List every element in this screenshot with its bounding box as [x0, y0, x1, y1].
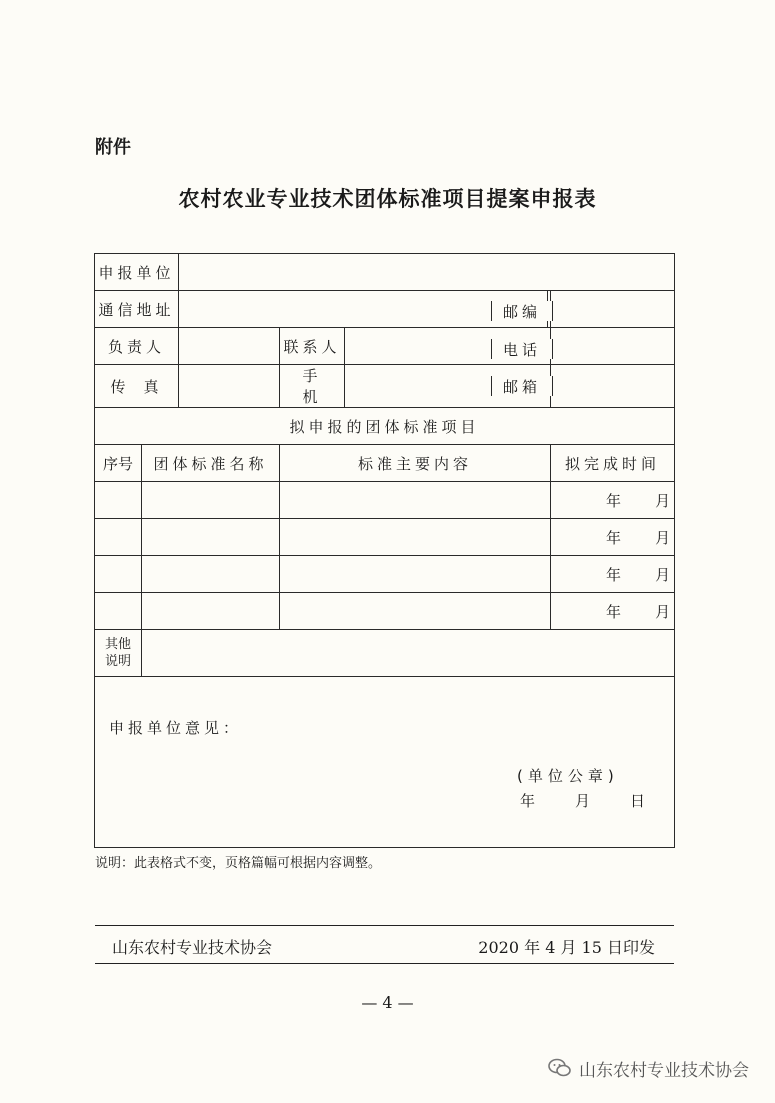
application-form-table — [94, 253, 675, 848]
content-cell[interactable] — [280, 482, 551, 519]
other-label-line1: 其他 — [104, 637, 131, 652]
form-row-section-title — [95, 408, 675, 445]
phone-field[interactable] — [551, 328, 675, 365]
form-title: 农村农业专业技术团体标准项目提案申报表 — [178, 187, 597, 211]
sign-year: 年 — [520, 792, 536, 810]
month-label: 月 — [655, 602, 671, 621]
table-row — [95, 556, 675, 593]
form-row-opinion — [95, 677, 675, 848]
table-row — [95, 593, 675, 630]
unit-label: 申报单位 — [95, 254, 179, 291]
time-cell[interactable] — [551, 593, 675, 630]
other-field[interactable] — [142, 630, 675, 677]
index-cell[interactable] — [95, 556, 142, 593]
fax-field[interactable] — [179, 365, 280, 408]
attachment-label: 附件 — [95, 137, 131, 158]
form-row-unit — [95, 254, 675, 291]
address-label: 通信地址 — [95, 291, 179, 328]
watermark-text: 山东农村专业技术协会 — [579, 1060, 749, 1081]
leader-field[interactable] — [179, 328, 280, 365]
fax-label: 传真 — [95, 365, 179, 408]
name-cell[interactable] — [142, 482, 280, 519]
unit-field[interactable] — [179, 254, 675, 291]
content-cell[interactable] — [280, 519, 551, 556]
form-row-fax — [95, 365, 675, 408]
email-field[interactable] — [551, 365, 675, 408]
opinion-label: 申报单位意见： — [109, 719, 243, 737]
contact-label: 联系人 — [280, 328, 345, 365]
content-cell[interactable] — [280, 556, 551, 593]
form-row-other — [95, 630, 675, 677]
postcode-label: 邮编 — [491, 301, 553, 321]
index-cell[interactable] — [95, 593, 142, 630]
column-header-content: 标准主要内容 — [280, 445, 551, 482]
seal-label: (单位公章) — [517, 767, 619, 785]
column-header-time: 拟完成时间 — [551, 445, 675, 482]
time-cell[interactable] — [551, 519, 675, 556]
column-header-name: 团体标准名称 — [142, 445, 280, 482]
sign-day: 日 — [630, 792, 646, 810]
footer-rule-bottom — [95, 963, 674, 964]
sign-date — [520, 790, 645, 811]
footer-rule-top — [95, 925, 674, 926]
form-note: 说明：此表格式不变，页格篇幅可根据内容调整。 — [95, 856, 382, 871]
phone-label: 电话 — [491, 339, 553, 359]
form-row-address — [95, 291, 675, 328]
time-cell[interactable] — [551, 556, 675, 593]
name-cell[interactable] — [142, 556, 280, 593]
name-cell[interactable] — [142, 519, 280, 556]
issue-date: 2020 年 4 月 15 日印发 — [478, 938, 655, 957]
sign-month: 月 — [575, 792, 591, 810]
year-label: 年 — [606, 528, 622, 547]
mobile-label: 手机 — [280, 365, 345, 408]
year-label: 年 — [606, 491, 622, 510]
index-cell[interactable] — [95, 519, 142, 556]
other-label-line2: 说明 — [104, 654, 131, 669]
table-row — [95, 482, 675, 519]
section-title: 拟申报的团体标准项目 — [95, 408, 675, 445]
other-label — [95, 630, 142, 677]
postcode-field[interactable] — [551, 291, 675, 328]
year-label: 年 — [606, 602, 622, 621]
year-label: 年 — [606, 565, 622, 584]
form-row-column-headers — [95, 445, 675, 482]
watermark — [547, 1055, 749, 1081]
form-row-leader — [95, 328, 675, 365]
wechat-icon — [547, 1055, 573, 1081]
name-cell[interactable] — [142, 593, 280, 630]
time-cell[interactable] — [551, 482, 675, 519]
leader-label: 负责人 — [95, 328, 179, 365]
column-header-index: 序号 — [95, 445, 142, 482]
page-number: — 4 — — [361, 993, 414, 1012]
content-cell[interactable] — [280, 593, 551, 630]
email-label: 邮箱 — [491, 376, 553, 396]
table-row — [95, 519, 675, 556]
opinion-field[interactable] — [95, 677, 675, 848]
index-cell[interactable] — [95, 482, 142, 519]
month-label: 月 — [655, 491, 671, 510]
month-label: 月 — [655, 565, 671, 584]
month-label: 月 — [655, 528, 671, 547]
issuer: 山东农村专业技术协会 — [112, 938, 273, 957]
